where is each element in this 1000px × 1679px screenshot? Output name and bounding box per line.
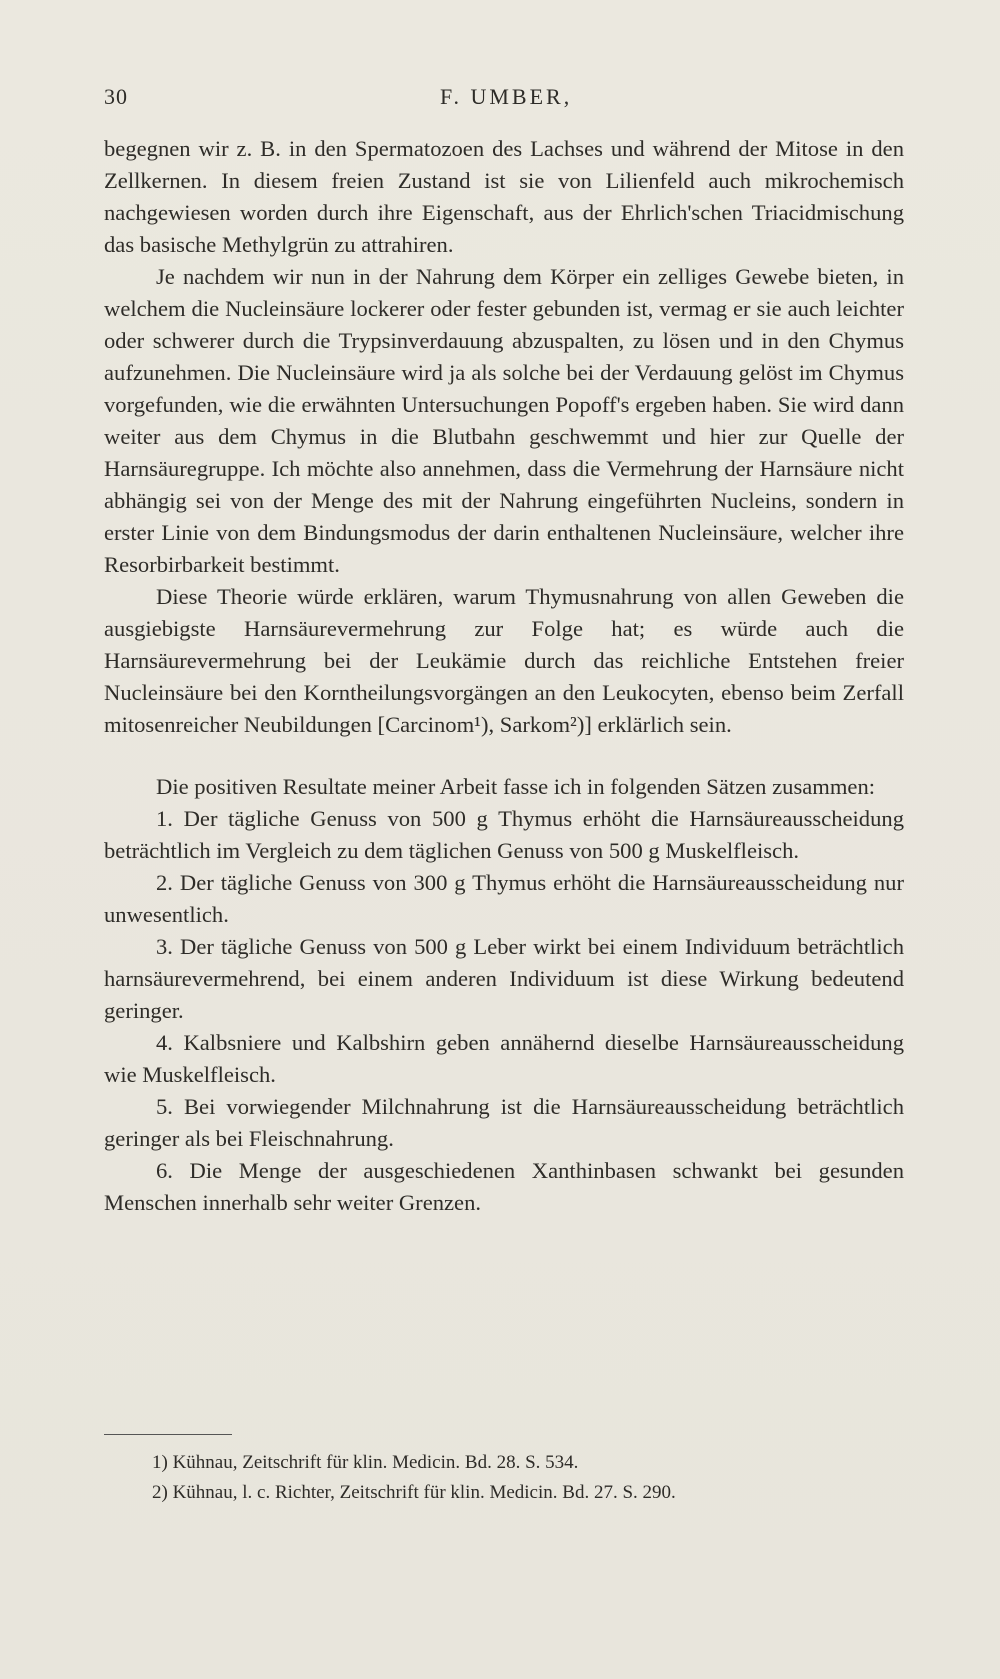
result-item-3: 3. Der tägliche Genuss von 500 g Leber wirkt bei einem Individuum beträchtlich harnsäurevermehrend, bei einem anderen Individuum ist diese Wirkung bedeutend geringer.: [104, 934, 904, 1023]
footnotes: [152, 1448, 912, 1508]
result-item-6: 6. Die Menge der ausgeschiedenen Xanthinbasen schwankt bei gesunden Menschen innerhalb sehr weiter Grenzen.: [104, 1158, 904, 1215]
result-item-4: 4. Kalbsniere und Kalbshirn geben annähernd dieselbe Harnsäureausscheidung wie Muskelfleisch.: [104, 1030, 904, 1087]
page-number: 30: [104, 84, 128, 109]
running-head: F. UMBER,: [440, 84, 573, 109]
footnote-2: 2) Kühnau, l. c. Richter, Zeitschrift für klin. Medicin. Bd. 27. S. 290.: [152, 1482, 676, 1503]
paragraph-results-intro: Die positiven Resultate meiner Arbeit fasse ich in folgenden Sätzen zusammen:: [156, 774, 876, 799]
result-item-1: 1. Der tägliche Genuss von 500 g Thymus erhöht die Harnsäureausscheidung beträchtlich im Vergleich zu dem täglichen Genuss von 500 g Muskelfleisch.: [104, 806, 904, 863]
page-header: [104, 84, 904, 114]
paragraph-theory: Je nachdem wir nun in der Nahrung dem Körper ein zelliges Gewebe bieten, in welchem die Nucleinsäure lockerer oder fester gebunden ist, vermag er sie auch leichter oder schwerer durch die Trypsinverdauung abzuspalten, zu lösen und in den Chymus aufzunehmen. Die Nucleinsäure wird ja als solche bei der Verdauung gelöst im Chymus vorgefunden, wie die erwähnten Untersuchungen Popoff's ergeben haben. Sie wird dann weiter aus dem Chymus in die Blutbahn geschwemmt und hier zur Quelle der Harnsäuregruppe. Ich möchte also annehmen, dass die Vermehrung der Harnsäure nicht abhängig sei von der Menge des mit der Nahrung eingeführten Nucleins, sondern in erster Linie von dem Bindungsmodus der darin enthaltenen Nucleinsäure, welcher ihre Resorbirbarkeit bestimmt.: [104, 264, 904, 577]
paragraph-explanation: Diese Theorie würde erklären, warum Thymusnahrung von allen Geweben die ausgiebigste Harnsäurevermehrung zur Folge hat; es würde auch die Harnsäurevermehrung bei der Leukämie durch das reichliche Entstehen freier Nucleinsäure bei den Korntheilungsvorgängen an den Leukocyten, ebenso beim Zerfall mitosenreicher Neubildungen [Carcinom¹), Sarkom²)] erklärlich sein.: [104, 584, 904, 737]
footnote-1: 1) Kühnau, Zeitschrift für klin. Medicin. Bd. 28. S. 534.: [152, 1452, 579, 1473]
result-item-5: 5. Bei vorwiegender Milchnahrung ist die Harnsäureausscheidung beträchtlich geringer als bei Fleischnahrung.: [104, 1094, 904, 1151]
paragraph-continuation: begegnen wir z. B. in den Spermatozoen des Lachses und während der Mitose in den Zellkernen. In diesem freien Zustand ist sie von Lilienfeld auch mikrochemisch nachgewiesen worden durch ihre Eigenschaft, aus der Ehrlich'schen Triacidmischung das basische Methylgrün zu attrahiren.: [104, 136, 904, 257]
paragraph-gap: [104, 741, 904, 771]
footnote-divider: [104, 1434, 232, 1435]
body-text: [104, 133, 904, 1219]
result-item-2: 2. Der tägliche Genuss von 300 g Thymus erhöht die Harnsäureausscheidung nur unwesentlich.: [104, 870, 904, 927]
